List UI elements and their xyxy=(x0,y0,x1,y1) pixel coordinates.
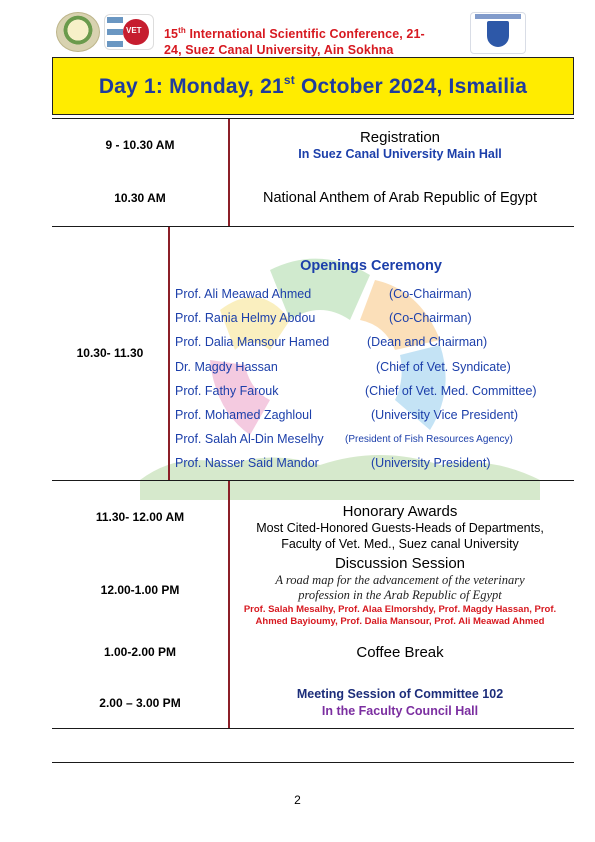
ceremony-member-role: (President of Fish Resources Agency) xyxy=(345,434,513,445)
ceremony-member-role: (Chief of Vet. Med. Committee) xyxy=(365,384,537,398)
vet-logo-arabic-mark xyxy=(107,17,123,47)
day-title xyxy=(99,73,527,99)
day-banner xyxy=(52,57,574,115)
vet-logo-text: VET xyxy=(126,26,142,35)
ceremony-time: 10.30- 11.30 xyxy=(76,346,144,360)
coffee-time: 1.00-2.00 PM xyxy=(103,645,177,659)
conference-title xyxy=(164,23,464,58)
university-shield-icon xyxy=(487,21,509,47)
meeting-title: Meeting Session of Committee 102 xyxy=(296,687,504,701)
ceremony-member-name: Dr. Magdy Hassan xyxy=(175,360,278,374)
ceremony-member-name: Prof. Ali Meawad Ahmed xyxy=(175,287,312,301)
conference-title-line1: International Scientific Conference, 21- xyxy=(185,27,425,41)
vet-logo xyxy=(104,14,154,50)
ceremony-member-name: Prof. Nasser Said Mandor xyxy=(175,456,319,470)
rule-bottom xyxy=(52,762,574,763)
ceremony-member-role: (University Vice President) xyxy=(371,408,519,422)
anthem-time: 10.30 AM xyxy=(114,191,166,205)
rule-after-meeting xyxy=(52,728,574,729)
university-logo-arabic-text xyxy=(475,14,521,19)
ceremony-member-name: Prof. Mohamed Zaghloul xyxy=(175,408,312,422)
ceremony-member-name: Prof. Rania Helmy Abdou xyxy=(175,311,316,325)
ceremony-member-role: (University President) xyxy=(371,456,491,470)
university-logo xyxy=(470,12,526,54)
day-title-sup: st xyxy=(283,73,295,87)
awards-time: 11.30- 12.00 AM xyxy=(95,510,185,524)
discussion-topic-line2: profession in the Arab Republic of Egypt xyxy=(298,588,502,602)
discussion-time: 12.00-1.00 PM xyxy=(100,583,180,597)
awards-title: Honorary Awards xyxy=(342,503,458,520)
ceremony-title: Openings Ceremony xyxy=(300,258,442,274)
registration-time: 9 - 10.30 AM xyxy=(105,138,175,152)
meeting-time: 2.00 – 3.00 PM xyxy=(99,696,181,710)
ceremony-member-role: (Chief of Vet. Syndicate) xyxy=(376,360,511,374)
ceremony-member-role: (Dean and Chairman) xyxy=(367,335,488,349)
meeting-location: In the Faculty Council Hall xyxy=(321,704,479,718)
conference-title-line2: 24, Suez Canal University, Ain Sokhna xyxy=(164,43,394,57)
discussion-speakers-line2: Ahmed Bayioumy, Prof. Dalia Mansour, Prof. Ali Meawad Ahmed xyxy=(255,616,545,627)
divider-block2 xyxy=(168,227,170,480)
rule-after-anthem xyxy=(52,226,574,227)
awards-line2: Faculty of Vet. Med., Suez canal University xyxy=(281,537,519,551)
page-number: 2 xyxy=(294,793,301,807)
rule-after-ceremony xyxy=(52,480,574,481)
coffee-title: Coffee Break xyxy=(356,644,444,661)
vet-logo-ring xyxy=(123,19,149,45)
conference-number: 15 xyxy=(164,27,179,41)
conference-logo xyxy=(56,12,100,52)
discussion-speakers-line1: Prof. Salah Mesalhy, Prof. Alaa Elmorshdy, Prof. Magdy Hassan, Prof. xyxy=(243,604,557,615)
discussion-title: Discussion Session xyxy=(334,555,466,572)
anthem-title: National Anthem of Arab Republic of Egypt xyxy=(262,190,538,206)
ceremony-member-role: (Co-Chairman) xyxy=(389,287,472,301)
ceremony-member-name: Prof. Dalia Mansour Hamed xyxy=(175,335,330,349)
discussion-topic-line1: A road map for the advancement of the veterinary xyxy=(275,573,525,587)
rule-top xyxy=(52,118,574,119)
registration-location: In Suez Canal University Main Hall xyxy=(298,147,502,161)
ceremony-member-role: (Co-Chairman) xyxy=(389,311,472,325)
ceremony-member-name: Prof. Salah Al-Din Meselhy xyxy=(175,432,324,446)
ceremony-member-name: Prof. Fathy Farouk xyxy=(175,384,279,398)
conference-number-suffix: th xyxy=(178,26,186,35)
awards-line1: Most Cited-Honored Guests-Heads of Departments, xyxy=(256,521,544,535)
registration-title: Registration xyxy=(359,129,441,146)
day-title-suffix: October 2024, Ismailia xyxy=(294,75,528,98)
day-title-prefix: Day 1: Monday, 21 xyxy=(98,75,284,98)
